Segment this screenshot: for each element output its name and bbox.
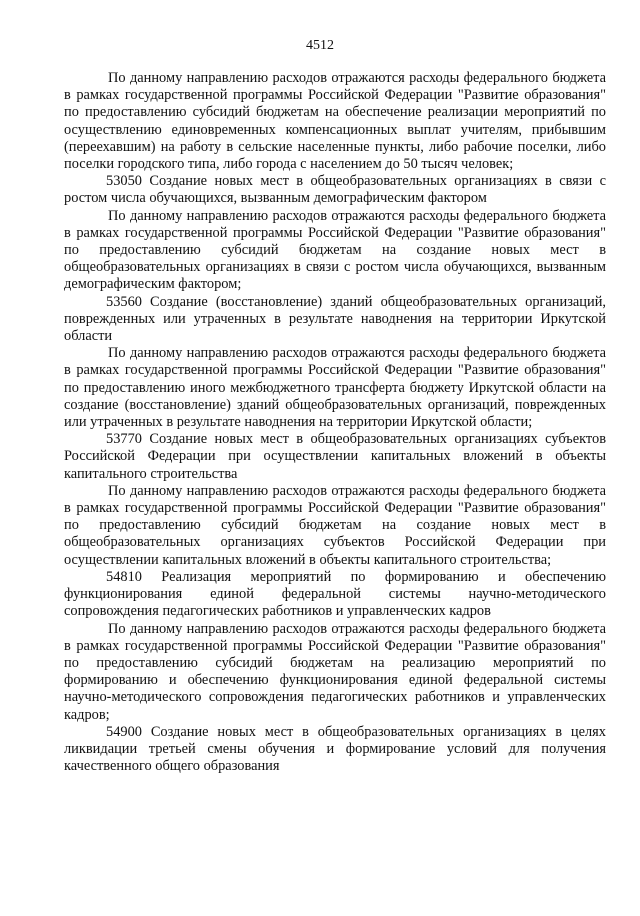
expense-code-heading: 53560 Создание (восстановление) зданий общеобразовательных организаций, поврежденных или утраченных в результате наводнения на территории Иркутской области [64, 293, 606, 345]
expense-code-heading: 54810 Реализация мероприятий по формированию и обеспечению функционирования единой федеральной системы научно-методического сопровождения педагогических работников и управленческих кадров [64, 568, 606, 620]
expense-code-heading: 53770 Создание новых мест в общеобразовательных организациях субъектов Российской Федерации при осуществлении капитальных вложений в объекты капитального строительства [64, 431, 606, 482]
expense-code-heading: 53050 Создание новых мест в общеобразовательных организациях в связи с ростом числа обучающихся, вызванным демографическим фактором [64, 173, 606, 207]
expense-code-heading: 54900 Создание новых мест в общеобразовательных организациях в целях ликвидации третьей смены обучения и формирование условий для получения качественного общего образования [64, 723, 606, 775]
page-number: 4512 [306, 38, 334, 53]
paragraph: По данному направлению расходов отражаются расходы федерального бюджета в рамках государственной программы Российской Федерации "Развитие образования" по предоставлению субсидий бюджетам на создание новых мест в общеобразовательных организациях субъектов Российской Федерации при осуществлении капитальных вложений в объекты капитального строительства; [64, 482, 606, 568]
document-body [64, 70, 606, 775]
paragraph: По данному направлению расходов отражаются расходы федерального бюджета в рамках государственной программы Российской Федерации "Развитие образования" по предоставлению субсидий бюджетам на реализацию мероприятий по формированию и обеспечению функционирования единой федеральной системы научно-методического сопровождения педагогических работников и управленческих кадров; [64, 620, 606, 723]
paragraph: По данному направлению расходов отражаются расходы федерального бюджета в рамках государственной программы Российской Федерации "Развитие образования" по предоставлению иного межбюджетного трансферта бюджету Иркутской области на создание (восстановление) зданий общеобразовательных организаций, поврежденных или утраченных в результате наводнения на территории Иркутской области; [64, 345, 606, 431]
paragraph: По данному направлению расходов отражаются расходы федерального бюджета в рамках государственной программы Российской Федерации "Развитие образования" по предоставлению субсидий бюджетам на обеспечение реализации мероприятий по осуществлению единовременных компенсационных выплат учителям, прибывшим (переехавшим) на работу в сельские населенные пункты, либо рабочие поселки, либо поселки городского типа, либо города с населением до 50 тысяч человек; [64, 70, 606, 173]
paragraph: По данному направлению расходов отражаются расходы федерального бюджета в рамках государственной программы Российской Федерации "Развитие образования" по предоставлению субсидий бюджетам на создание новых мест в общеобразовательных организациях в связи с ростом числа обучающихся, вызванным демографическим фактором; [64, 207, 606, 293]
